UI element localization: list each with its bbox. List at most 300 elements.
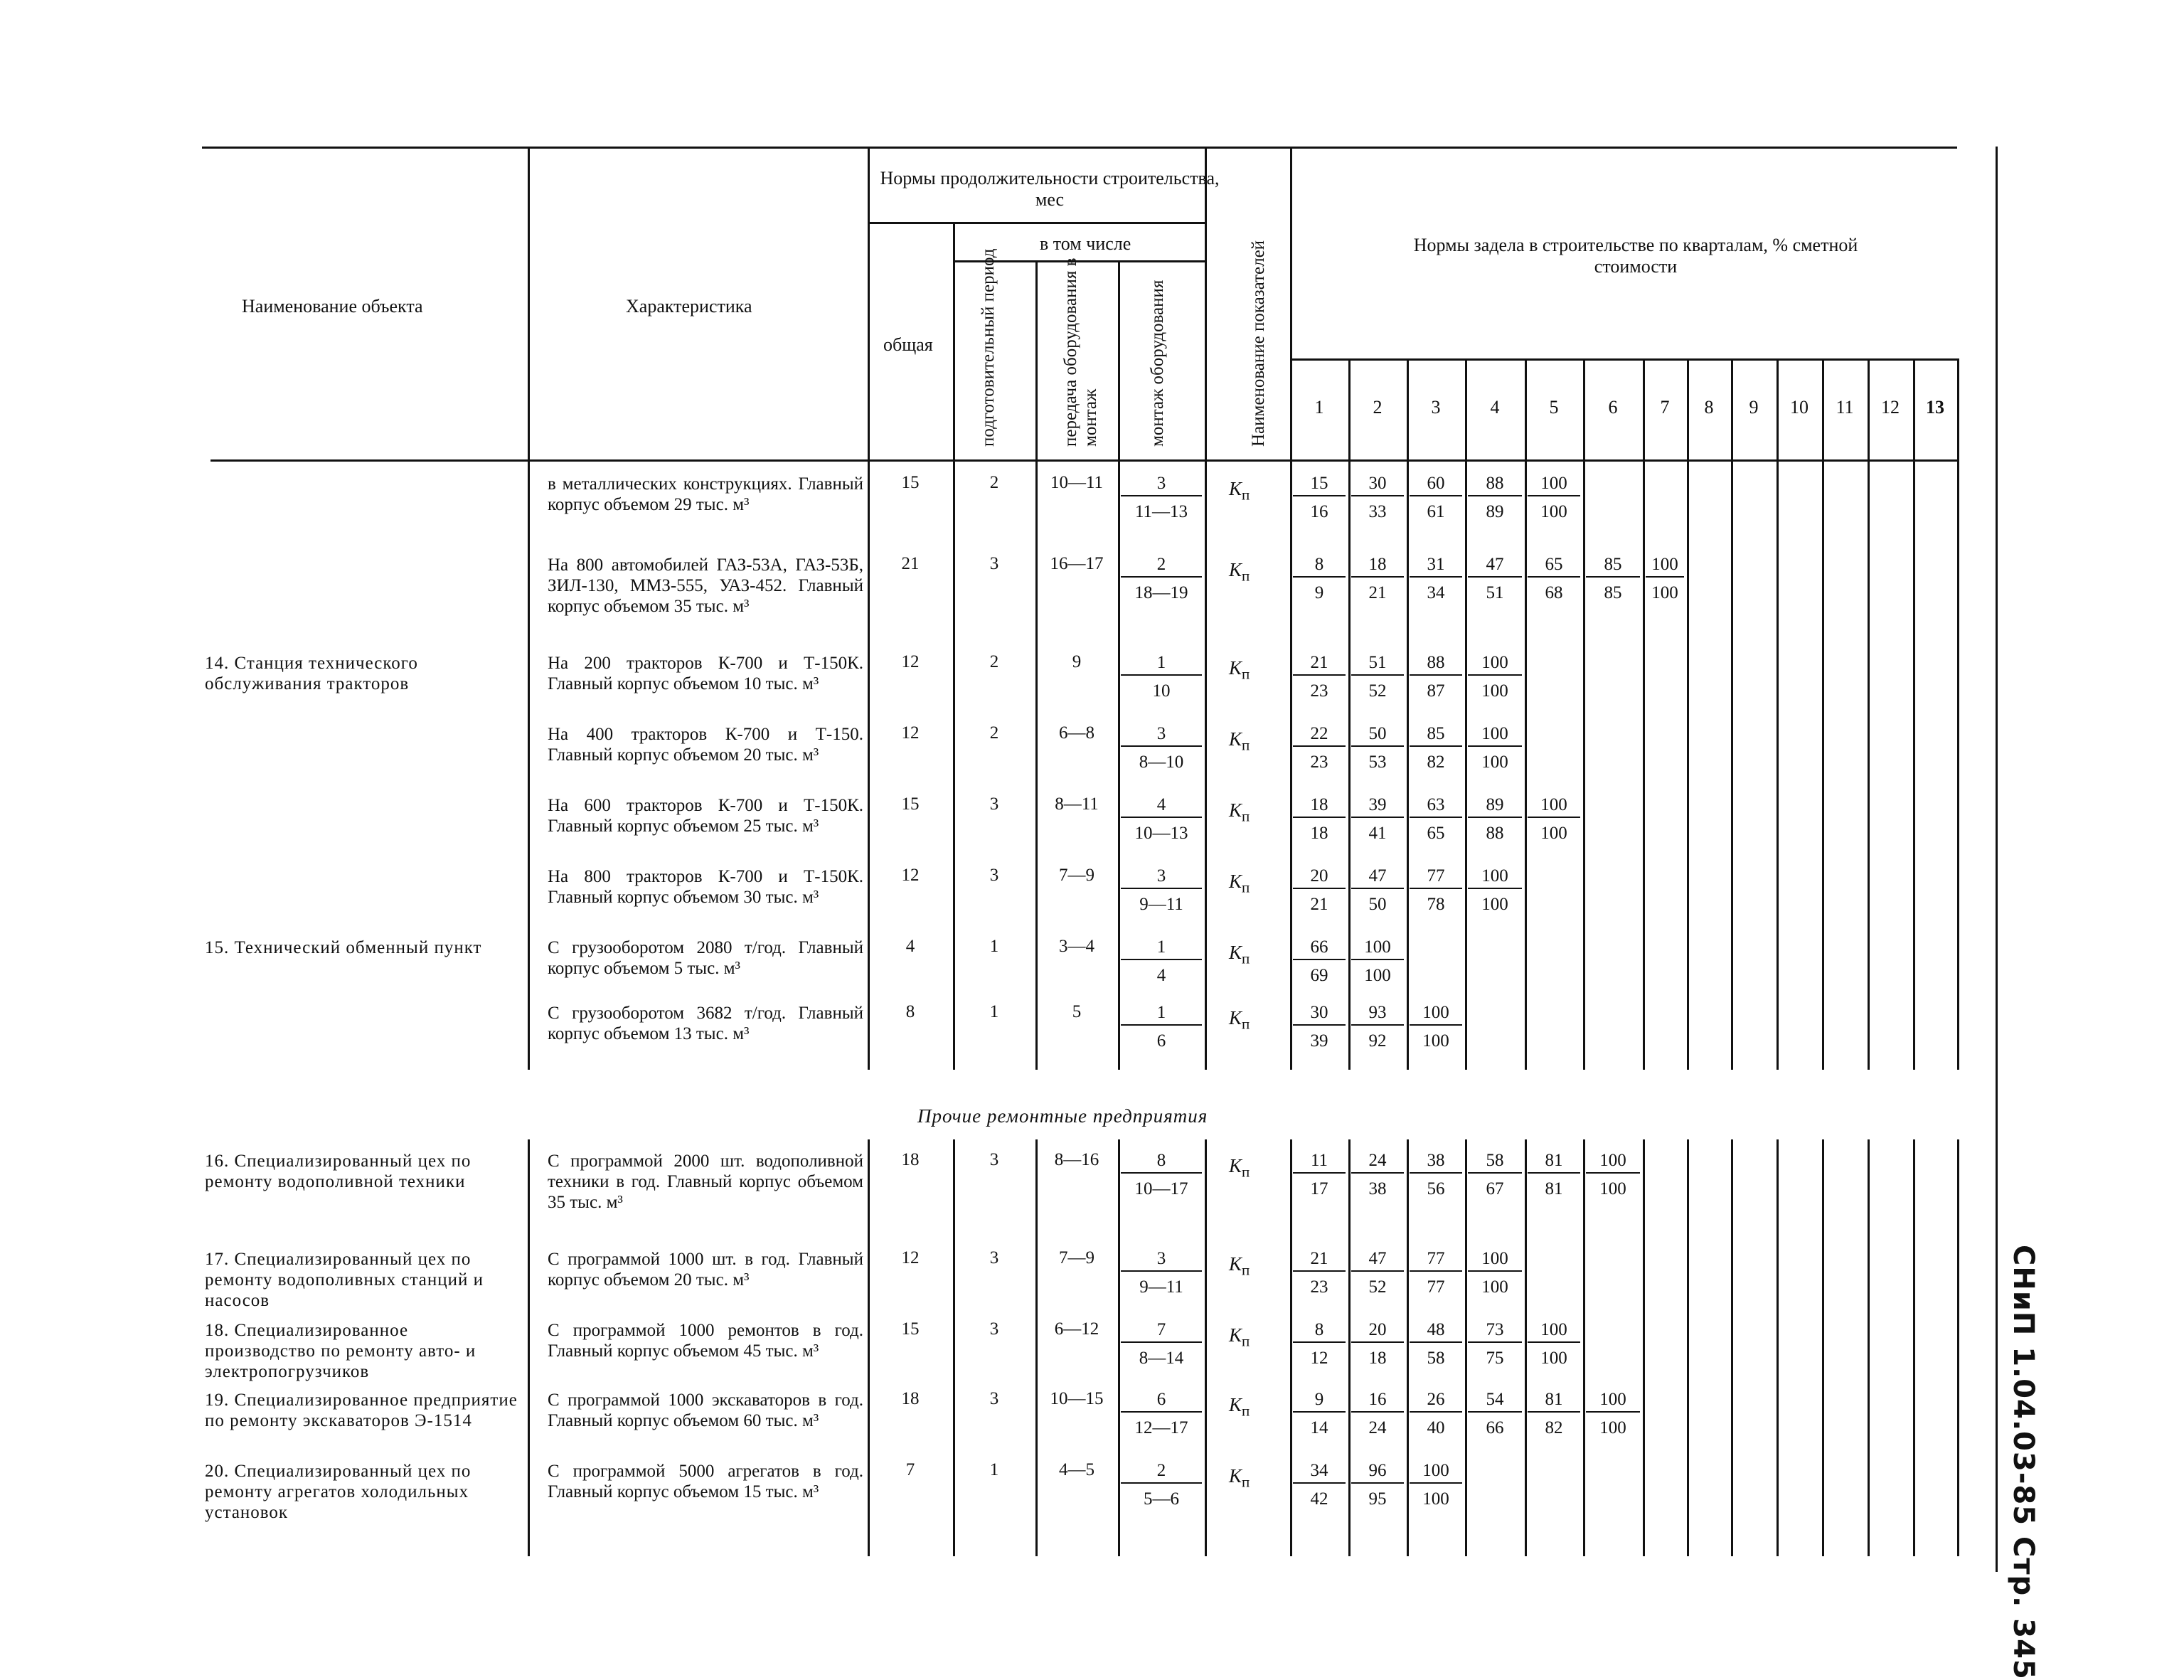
quarter-rule [1643, 459, 1645, 1070]
quarter-value [1290, 1390, 1348, 1437]
fraction-bar [1351, 495, 1404, 496]
duration-total: 15 [901, 794, 920, 814]
indicator-kp [1229, 560, 1250, 583]
duration-prep: 3 [989, 554, 999, 573]
column-rule [528, 147, 530, 459]
fraction-bar [1121, 674, 1202, 676]
fraction-bar [1121, 1411, 1202, 1413]
quarter-value [1290, 795, 1348, 843]
duration-transfer: 10—11 [1050, 473, 1104, 492]
fraction-denominator: 18—19 [1134, 583, 1188, 602]
column-rule [528, 459, 530, 1070]
fraction-denominator: 100 [1481, 895, 1508, 914]
fraction-numerator: 1 [1156, 937, 1166, 957]
fraction-numerator: 100 [1540, 795, 1567, 814]
duration-transfer: 10—15 [1050, 1389, 1104, 1408]
fraction-numerator: 8 [1156, 1151, 1166, 1170]
fraction-bar [1468, 888, 1522, 889]
fraction-denominator: 82 [1545, 1418, 1563, 1437]
fraction-denominator: 67 [1486, 1179, 1504, 1198]
indicator-subscript: п [1241, 1015, 1250, 1033]
fraction-numerator: 8 [1314, 1320, 1324, 1339]
quarter-value [1348, 724, 1407, 772]
fraction-denominator: 50 [1368, 895, 1387, 914]
top-rule [202, 147, 1957, 149]
indicator-subscript: п [1241, 878, 1250, 896]
fraction-bar [1351, 1172, 1404, 1174]
duration-prep: 3 [989, 1319, 999, 1339]
object-characteristic: На 400 тракторов К-700 и Т-150. Главный корпус объемом 20 тыс. м³ [548, 725, 863, 765]
duration-transfer: 5 [1072, 1002, 1082, 1021]
quarter-rule [1777, 459, 1779, 1070]
fraction-numerator: 50 [1368, 724, 1387, 743]
fraction-bar [1293, 1411, 1346, 1413]
fraction-denominator: 52 [1368, 1277, 1387, 1297]
header-backlog-norms: Нормы задела в строительстве по кварталам, % сметной стоимости [1413, 235, 1858, 277]
header-duration-norms: Нормы продолжительности строительства, мес [880, 168, 1220, 210]
fraction-denominator: 17 [1310, 1179, 1328, 1198]
quarter-value [1525, 555, 1583, 602]
fraction-bar [1293, 674, 1346, 676]
quarter-value [1290, 474, 1348, 521]
indicator-kp [1229, 1009, 1250, 1031]
duration-prep: 2 [989, 473, 999, 492]
indicator-letter: К [1229, 1324, 1242, 1346]
quarter-rule [1822, 1139, 1824, 1556]
object-name: 16. Специализированный цех по ремонту водополивной техники [205, 1152, 472, 1191]
quarter-value [1290, 1320, 1348, 1368]
fraction-denominator: 100 [1422, 1031, 1449, 1051]
header-characteristic: Характеристика [626, 296, 752, 317]
fraction-bar [1410, 1341, 1462, 1343]
object-name: 18. Специализированное производство по ремонту авто- и электропогрузчиков [205, 1321, 476, 1381]
fraction-denominator: 65 [1427, 824, 1445, 843]
quarter-value [1290, 724, 1348, 772]
column-rule [1035, 1139, 1038, 1556]
duration-install [1118, 937, 1205, 985]
fraction-bar [1410, 1024, 1462, 1026]
quarter-value [1290, 866, 1348, 914]
column-rule [868, 459, 870, 1070]
fraction-numerator: 20 [1310, 866, 1328, 886]
duration-install [1118, 1320, 1205, 1368]
indicator-kp [1229, 1395, 1250, 1418]
quarter-header: 12 [1881, 397, 1900, 418]
fraction-bar [1468, 1172, 1522, 1174]
quarter-value [1465, 1390, 1525, 1437]
object-characteristic: С программой 2000 шт. водополивной техники в год. Главный корпус объемом 35 тыс. м³ [548, 1152, 863, 1212]
fraction-bar [1528, 1172, 1580, 1174]
duration-total: 15 [901, 473, 920, 492]
indicator-letter: К [1229, 728, 1242, 750]
fraction-numerator: 4 [1156, 795, 1166, 814]
fraction-denominator: 52 [1368, 681, 1387, 701]
fraction-numerator: 39 [1368, 795, 1387, 814]
quarter-value [1465, 474, 1525, 521]
fraction-denominator: 88 [1486, 824, 1504, 843]
fraction-bar [1121, 817, 1202, 818]
fraction-numerator: 100 [1540, 1320, 1567, 1339]
indicator-kp [1229, 1326, 1250, 1349]
fraction-denominator: 9 [1314, 583, 1324, 602]
duration-install [1118, 1151, 1205, 1198]
fraction-numerator: 1 [1156, 653, 1166, 672]
fraction-numerator: 100 [1422, 1461, 1449, 1480]
fraction-numerator: 9 [1314, 1390, 1324, 1409]
fraction-numerator: 81 [1545, 1151, 1563, 1170]
fraction-bar [1586, 1172, 1640, 1174]
fraction-denominator: 85 [1604, 583, 1622, 602]
indicator-subscript: п [1241, 665, 1250, 683]
duration-prep: 3 [989, 1248, 999, 1267]
object-characteristic: С программой 1000 экскаваторов в год. Главный корпус объемом 60 тыс. м³ [548, 1391, 863, 1430]
fraction-numerator: 93 [1368, 1003, 1387, 1022]
fraction-numerator: 2 [1156, 555, 1166, 574]
fraction-denominator: 10—13 [1134, 824, 1188, 843]
fraction-numerator: 31 [1427, 555, 1445, 574]
indicator-kp [1229, 872, 1250, 895]
duration-transfer: 6—8 [1059, 723, 1094, 743]
fraction-bar [1351, 817, 1404, 818]
fraction-bar [1410, 674, 1462, 676]
fraction-denominator: 18 [1310, 824, 1328, 843]
fraction-bar [1121, 1482, 1202, 1484]
object-characteristic: На 800 тракторов К-700 и Т-150К. Главный корпус объемом 30 тыс. м³ [548, 867, 863, 907]
duration-transfer: 7—9 [1059, 866, 1094, 885]
quarter-value [1348, 1249, 1407, 1297]
fraction-bar [1528, 1411, 1580, 1413]
object-characteristic: С программой 1000 ремонтов в год. Главный корпус объемом 45 тыс. м³ [548, 1321, 863, 1361]
fraction-numerator: 77 [1427, 866, 1445, 886]
fraction-bar [1468, 576, 1522, 578]
quarter-value [1290, 653, 1348, 701]
fraction-bar [1293, 745, 1346, 747]
fraction-bar [1351, 1270, 1404, 1272]
quarter-value [1407, 724, 1465, 772]
quarter-value [1348, 937, 1407, 985]
duration-total: 18 [901, 1389, 920, 1408]
fraction-bar [1293, 1270, 1346, 1272]
duration-prep: 3 [989, 1389, 999, 1408]
indicator-letter: К [1229, 871, 1242, 892]
fraction-denominator: 100 [1481, 681, 1508, 701]
quarter-rule [1777, 1139, 1779, 1556]
fraction-numerator: 51 [1368, 653, 1387, 672]
fraction-bar [1468, 1411, 1522, 1413]
column-rule [1035, 459, 1038, 1070]
duration-install [1118, 795, 1205, 843]
fraction-numerator: 3 [1156, 1249, 1166, 1268]
quarter-value [1465, 1320, 1525, 1368]
indicator-subscript: п [1241, 950, 1250, 967]
fraction-denominator: 92 [1368, 1031, 1387, 1051]
fraction-numerator: 100 [1540, 474, 1567, 493]
fraction-numerator: 65 [1545, 555, 1563, 574]
fraction-denominator: 8—14 [1139, 1349, 1184, 1368]
duration-install [1118, 1461, 1205, 1509]
duration-total: 18 [901, 1150, 920, 1169]
fraction-bar [1293, 888, 1346, 889]
quarter-rule [1687, 459, 1689, 1070]
quarter-value [1290, 1249, 1348, 1297]
fraction-numerator: 54 [1486, 1390, 1504, 1409]
fraction-bar [1410, 888, 1462, 889]
fraction-denominator: 14 [1310, 1418, 1328, 1437]
fraction-denominator: 77 [1427, 1277, 1445, 1297]
fraction-bar [1293, 576, 1346, 578]
indicator-letter: К [1229, 1155, 1242, 1176]
fraction-denominator: 100 [1540, 1349, 1567, 1368]
fraction-denominator: 41 [1368, 824, 1387, 843]
indicator-letter: К [1229, 1253, 1242, 1275]
fraction-bar [1121, 1270, 1202, 1272]
fraction-denominator: 51 [1486, 583, 1504, 602]
quarter-value [1348, 866, 1407, 914]
fraction-denominator: 9—11 [1139, 1277, 1183, 1297]
fraction-bar [1468, 495, 1522, 496]
fraction-denominator: 10 [1152, 681, 1171, 701]
header-object-name: Наименование объекта [242, 296, 423, 317]
fraction-numerator: 3 [1156, 724, 1166, 743]
quarter-header: 4 [1490, 397, 1500, 418]
fraction-bar [1351, 959, 1404, 960]
fraction-denominator: 10—17 [1134, 1179, 1188, 1198]
quarter-value [1465, 795, 1525, 843]
duration-total: 21 [901, 554, 920, 573]
quarter-value [1348, 474, 1407, 521]
fraction-bar [1293, 1024, 1346, 1026]
duration-prep: 2 [989, 652, 999, 671]
quarter-value [1407, 653, 1465, 701]
indicator-subscript: п [1241, 736, 1250, 754]
column-rule [953, 1139, 955, 1556]
fraction-denominator: 12—17 [1134, 1418, 1188, 1437]
fraction-denominator: 23 [1310, 681, 1328, 701]
quarter-rule [1957, 459, 1959, 1070]
fraction-numerator: 7 [1156, 1320, 1166, 1339]
quarter-header: 11 [1836, 397, 1854, 418]
fraction-numerator: 100 [1481, 866, 1508, 886]
fraction-denominator: 100 [1422, 1489, 1449, 1509]
quarter-value [1407, 1151, 1465, 1198]
quarter-rule [1913, 1139, 1915, 1556]
quarter-value [1290, 1461, 1348, 1509]
quarter-header: 9 [1749, 397, 1759, 418]
quarter-value [1465, 724, 1525, 772]
indicator-letter: К [1229, 1394, 1242, 1415]
indicator-kp [1229, 801, 1250, 824]
fraction-bar [1293, 1172, 1346, 1174]
fraction-numerator: 100 [1651, 555, 1678, 574]
duration-install [1118, 1003, 1205, 1051]
indicator-kp [1229, 730, 1250, 753]
fraction-numerator: 20 [1368, 1320, 1387, 1339]
duration-total: 12 [901, 723, 920, 743]
fraction-denominator: 6 [1156, 1031, 1166, 1051]
quarter-value [1407, 1003, 1465, 1051]
duration-prep: 3 [989, 794, 999, 814]
fraction-denominator: 100 [1540, 502, 1567, 521]
object-characteristic: в металлических конструкциях. Главный корпус объемом 29 тыс. м³ [548, 474, 863, 514]
header-total: общая [883, 334, 933, 355]
quarter-value [1407, 1461, 1465, 1509]
fraction-bar [1351, 1341, 1404, 1343]
fraction-bar [1528, 817, 1580, 818]
quarter-value [1348, 555, 1407, 602]
header-prep-period: подготовительный период [979, 248, 998, 447]
quarter-value [1348, 795, 1407, 843]
quarter-value [1525, 1151, 1583, 1198]
quarter-value [1525, 1390, 1583, 1437]
header-bottom-rule [211, 459, 1957, 462]
fraction-numerator: 16 [1368, 1390, 1387, 1409]
indicator-subscript: п [1241, 1473, 1250, 1491]
fraction-denominator: 100 [1599, 1418, 1626, 1437]
fraction-numerator: 47 [1368, 1249, 1387, 1268]
indicator-kp [1229, 479, 1250, 502]
fraction-numerator: 77 [1427, 1249, 1445, 1268]
fraction-numerator: 100 [1481, 724, 1508, 743]
fraction-denominator: 100 [1651, 583, 1678, 602]
header-equipment-transfer: передача оборудования в монтаж [1061, 257, 1100, 447]
quarter-rule [1731, 1139, 1733, 1556]
duration-transfer: 8—16 [1054, 1150, 1099, 1169]
fraction-numerator: 22 [1310, 724, 1328, 743]
quarter-header: 5 [1549, 397, 1559, 418]
indicator-kp [1229, 1157, 1250, 1179]
fraction-denominator: 100 [1599, 1179, 1626, 1198]
duration-total: 12 [901, 652, 920, 671]
duration-install [1118, 555, 1205, 602]
quarter-value [1465, 866, 1525, 914]
column-rule [953, 222, 955, 459]
header-indicator-name: Наименование показателей [1249, 240, 1268, 447]
indicator-letter: К [1229, 478, 1242, 499]
indicator-letter: К [1229, 1007, 1242, 1028]
duration-transfer: 8—11 [1055, 794, 1099, 814]
fraction-numerator: 8 [1314, 555, 1324, 574]
quarter-value [1348, 1461, 1407, 1509]
fraction-numerator: 58 [1486, 1151, 1504, 1170]
fraction-denominator: 34 [1427, 583, 1445, 602]
fraction-bar [1351, 745, 1404, 747]
object-name: 19. Специализированное предприятие по ремонту экскаваторов Э-1514 [205, 1391, 518, 1430]
fraction-bar [1293, 1341, 1346, 1343]
fraction-denominator: 68 [1545, 583, 1563, 602]
fraction-bar [1351, 888, 1404, 889]
indicator-subscript: п [1241, 1261, 1250, 1279]
fraction-numerator: 73 [1486, 1320, 1504, 1339]
fraction-denominator: 12 [1310, 1349, 1328, 1368]
quarter-value [1290, 555, 1348, 602]
duration-total: 7 [905, 1460, 915, 1479]
duration-transfer: 3—4 [1059, 937, 1094, 956]
fraction-denominator: 95 [1368, 1489, 1387, 1509]
fraction-denominator: 21 [1310, 895, 1328, 914]
quarter-rule [1687, 1139, 1689, 1556]
duration-total: 15 [901, 1319, 920, 1339]
fraction-denominator: 78 [1427, 895, 1445, 914]
fraction-denominator: 21 [1368, 583, 1387, 602]
quarter-rule [1731, 459, 1733, 1070]
fraction-denominator: 33 [1368, 502, 1387, 521]
quarter-value [1407, 866, 1465, 914]
side-title: СНиП 1.04.03-85 Стр. 345 [2007, 1245, 2040, 1680]
quarter-value [1348, 1003, 1407, 1051]
indicator-letter: К [1229, 942, 1242, 963]
fraction-numerator: 11 [1310, 1151, 1328, 1170]
fraction-numerator: 100 [1422, 1003, 1449, 1022]
fraction-numerator: 1 [1156, 1003, 1166, 1022]
column-rule [528, 1139, 530, 1556]
indicator-subscript: п [1241, 567, 1250, 585]
fraction-numerator: 18 [1310, 795, 1328, 814]
fraction-bar [1351, 1482, 1404, 1484]
column-rule [953, 459, 955, 1070]
duration-prep: 3 [989, 1150, 999, 1169]
fraction-numerator: 88 [1486, 474, 1504, 493]
fraction-bar [1528, 1341, 1580, 1343]
quarter-header: 3 [1431, 397, 1441, 418]
duration-subheader-rule [868, 222, 1205, 224]
indicator-subscript: п [1241, 1402, 1250, 1420]
fraction-denominator: 58 [1427, 1349, 1445, 1368]
fraction-denominator: 100 [1364, 966, 1391, 985]
fraction-denominator: 39 [1310, 1031, 1328, 1051]
quarter-header: 8 [1704, 397, 1714, 418]
fraction-denominator: 42 [1310, 1489, 1328, 1509]
fraction-numerator: 18 [1368, 555, 1387, 574]
indicator-subscript: п [1241, 807, 1250, 825]
quarter-rule [1643, 1139, 1645, 1556]
indicator-letter: К [1229, 1465, 1242, 1487]
quarter-header: 10 [1790, 397, 1809, 418]
fraction-denominator: 81 [1545, 1179, 1563, 1198]
fraction-bar [1121, 1172, 1202, 1174]
quarter-value [1465, 653, 1525, 701]
duration-prep: 1 [989, 937, 999, 956]
fraction-numerator: 100 [1599, 1151, 1626, 1170]
duration-install [1118, 474, 1205, 521]
fraction-numerator: 30 [1310, 1003, 1328, 1022]
quarter-header: 7 [1660, 397, 1670, 418]
indicator-kp [1229, 659, 1250, 681]
duration-install [1118, 1390, 1205, 1437]
fraction-bar [1293, 959, 1346, 960]
object-characteristic: С программой 5000 агрегатов в год. Главный корпус объемом 15 тыс. м³ [548, 1462, 863, 1501]
fraction-bar [1468, 1270, 1522, 1272]
fraction-bar [1121, 1341, 1202, 1343]
fraction-denominator: 66 [1486, 1418, 1504, 1437]
fraction-bar [1410, 1411, 1462, 1413]
fraction-bar [1468, 674, 1522, 676]
column-rule [868, 147, 870, 459]
fraction-denominator: 100 [1481, 753, 1508, 772]
fraction-numerator: 88 [1427, 653, 1445, 672]
fraction-bar [1121, 888, 1202, 889]
fraction-numerator: 30 [1368, 474, 1387, 493]
quarter-rule [1525, 459, 1527, 1070]
indicator-subscript: п [1241, 1332, 1250, 1350]
column-rule [1205, 459, 1207, 1070]
object-name: 15. Технический обменный пункт [205, 938, 482, 957]
quarter-value [1348, 1151, 1407, 1198]
quarter-rule [1868, 459, 1870, 1070]
quarter-value [1407, 1249, 1465, 1297]
object-name: 17. Специализированный цех по ремонту водополивных станций и насосов [205, 1250, 484, 1310]
quarter-rule [1913, 459, 1915, 1070]
quarter-header: 2 [1373, 397, 1383, 418]
